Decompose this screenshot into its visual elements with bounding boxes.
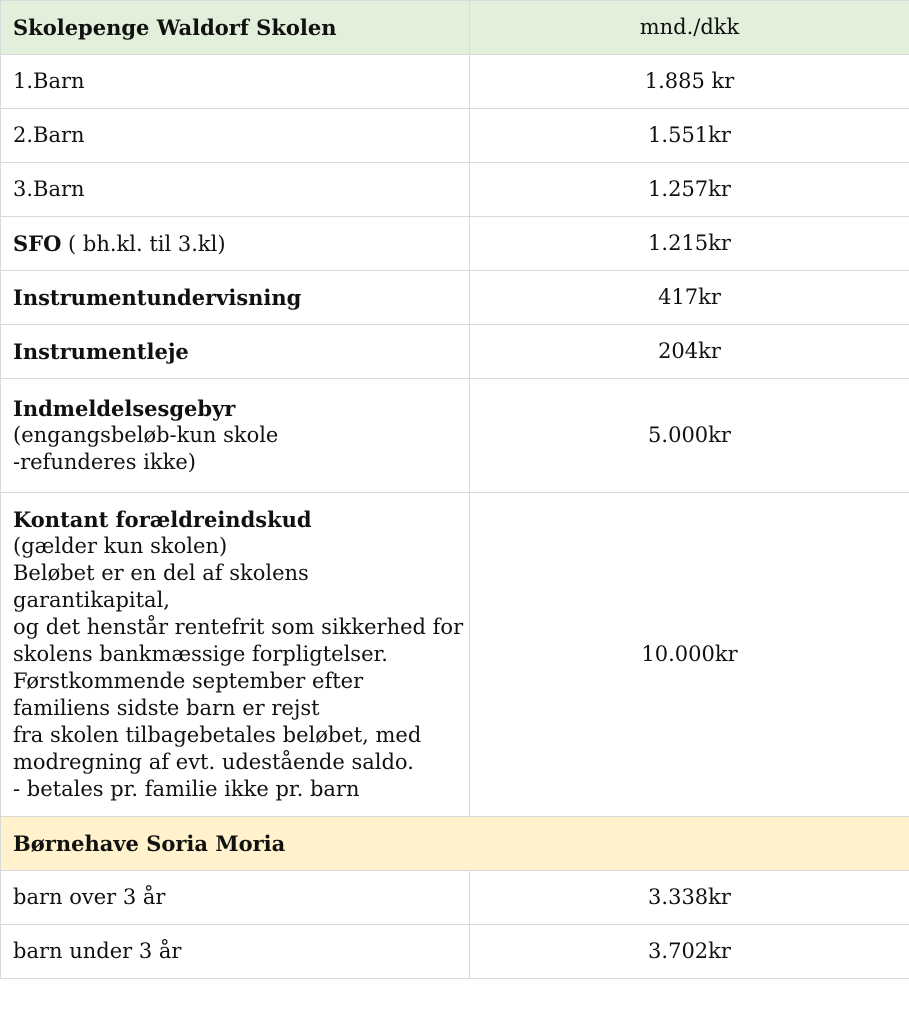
kindergarten-section-row — [1, 817, 909, 871]
unit-label: mnd./dkk — [470, 1, 909, 55]
sfo-label-bold: SFO — [13, 230, 62, 256]
row-label: barn under 3 år — [1, 925, 470, 979]
table-row — [1, 325, 909, 379]
row-value: 204kr — [470, 325, 909, 379]
kindergarten-title: Børnehave Soria Moria — [1, 817, 909, 871]
enrollment-line: (engangsbeløb-kun skole — [13, 423, 279, 447]
deposit-line: skolens bankmæssige forpligtelser. — [13, 642, 388, 666]
row-value: 1.215kr — [470, 217, 909, 271]
deposit-line: familiens sidste barn er rejst — [13, 696, 320, 720]
header-row — [1, 1, 909, 55]
row-value: 1.257kr — [470, 163, 909, 217]
row-label: barn over 3 år — [1, 871, 470, 925]
row-value: 417kr — [470, 271, 909, 325]
deposit-value: 10.000kr — [470, 493, 909, 817]
row-label: 2.Barn — [1, 109, 470, 163]
row-value: 3.702kr — [470, 925, 909, 979]
row-value: 1.885 kr — [470, 55, 909, 109]
deposit-title: Kontant forældreindskud — [13, 507, 312, 532]
table-title: Skolepenge Waldorf Skolen — [1, 1, 470, 55]
table-row — [1, 925, 909, 979]
table-row — [1, 55, 909, 109]
enrollment-label — [1, 379, 470, 493]
enrollment-line: -refunderes ikke) — [13, 450, 196, 474]
deposit-line: (gælder kun skolen) — [13, 534, 228, 558]
table-row — [1, 217, 909, 271]
deposit-line: fra skolen tilbagebetales beløbet, med — [13, 723, 422, 747]
deposit-line: og det henstår rentefrit som sikkerhed for — [13, 615, 464, 639]
sfo-label-rest: ( bh.kl. til 3.kl) — [61, 231, 226, 256]
deposit-line: Førstkommende september efter — [13, 669, 364, 693]
enrollment-row — [1, 379, 909, 493]
table-row — [1, 109, 909, 163]
table-row — [1, 271, 909, 325]
deposit-line: Beløbet er en del af skolens garantikapital, — [13, 561, 309, 612]
deposit-row — [1, 493, 909, 817]
row-value: 1.551kr — [470, 109, 909, 163]
enrollment-title: Indmeldelsesgebyr — [13, 396, 236, 421]
row-label: Instrumentleje — [1, 325, 470, 379]
row-label — [1, 217, 470, 271]
row-label: 3.Barn — [1, 163, 470, 217]
deposit-label — [1, 493, 470, 817]
table-row — [1, 871, 909, 925]
deposit-line: modregning af evt. udestående saldo. — [13, 750, 414, 774]
row-label: Instrumentundervisning — [1, 271, 470, 325]
deposit-line: - betales pr. familie ikke pr. barn — [13, 777, 360, 801]
enrollment-value: 5.000kr — [470, 379, 909, 493]
row-label: 1.Barn — [1, 55, 470, 109]
row-value: 3.338kr — [470, 871, 909, 925]
table-row — [1, 163, 909, 217]
